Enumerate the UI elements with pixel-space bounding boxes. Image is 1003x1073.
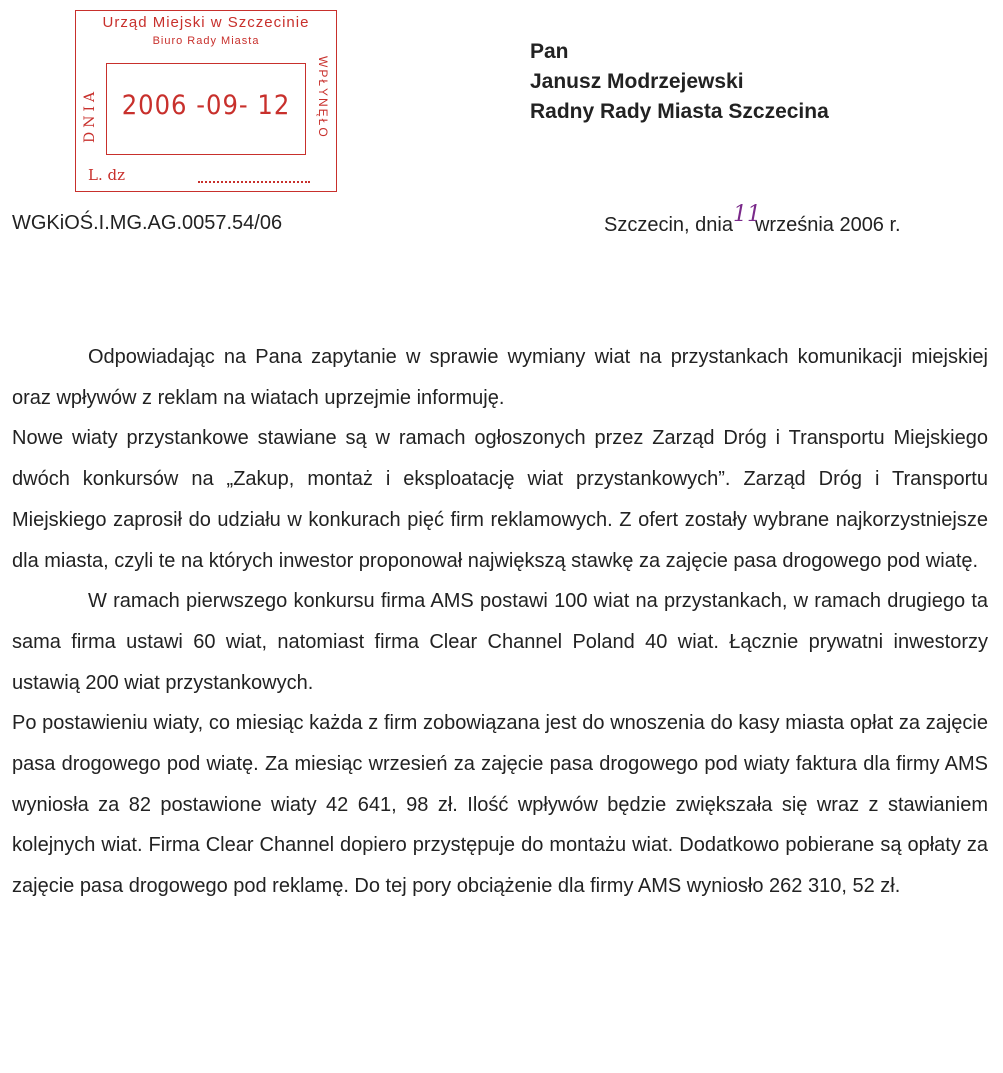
addressee-name: Janusz Modrzejewski [530,70,744,93]
reference-number: WGKiOŚ.I.MG.AG.0057.54/06 [12,212,283,234]
paragraph-4: Po postawieniu wiaty, co miesiąc każda z firm zobowiązana jest do wnoszenia do kasy miasta opłat za zajęcie pasa drogowego pod wiatę. Za miesiąc wrzesień za zajęcie pasa drogowego pod wiaty faktura dla firmy AMS wyniosła za 82 postawione wiaty 42 641, 98 zł. Ilość wpływów będzie zwiększała się wraz z stawianiem kolejnych wiat. Firma Clear Channel dopiero przystępuje do montażu wiat. Dodatkowo pobierane są opłaty za zajęcie pasa drogowego pod reklamę. Do tej pory obciążenie dla firmy AMS wyniosło 262 310, 52 zł. [12,712,988,898]
addressee-title: Radny Rady Miasta Szczecina [530,100,829,123]
handwritten-day: 11 [732,202,761,227]
addressee-block [530,37,829,127]
addressee-salutation: Pan [530,40,569,63]
place-date-suffix: września 2006 r. [754,214,901,236]
registry-stamp [75,10,337,192]
stamp-side-label-left: DNIA [82,87,98,143]
paragraph-2: Nowe wiaty przystankowe stawiane są w ramach ogłoszonych przez Zarząd Dróg i Transportu Miejskiego dwóch konkursów na „Zakup, montaż i eksploatację wiat przystankowych”. Zarząd Dróg i Transportu Miejskiego zaprosił do udziału w konkurach pięć firm reklamowych. Z ofert zostały wybrane najkorzystniejsze dla miasta, czyli te na których inwestor proponował największą stawkę za zajęcie pasa drogowego pod wiatę. [12,427,988,572]
stamp-side-label-right: WPŁYNĘŁO [316,56,330,139]
paragraph-3: W ramach pierwszego konkursu firma AMS postawi 100 wiat na przystankach, w ramach drugiego ta sama firma ustawi 60 wiat, natomiast firma Clear Channel Poland 40 wiat. Łącznie prywatni inwestorzy ustawią 200 wiat przystankowych. [12,590,988,694]
place-date-prefix: Szczecin, dnia [604,214,733,236]
stamp-department: Biuro Rady Miasta [152,35,260,47]
stamp-ldz-label: L. dz [88,166,126,184]
paragraph-1: Odpowiadając na Pana zapytanie w sprawie wymiany wiat na przystankach komunikacji miejskiej oraz wpływów z reklam na wiatach uprzejmie informuję. [12,346,988,409]
stamp-office: Urząd Miejski w Szczecinie [102,14,310,31]
place-date [604,202,901,237]
letter-body [12,337,988,907]
stamp-ldz-dotted-line [198,181,310,183]
stamp-date-box [106,63,306,155]
stamp-date: 2006 -09- 12 [121,90,291,121]
